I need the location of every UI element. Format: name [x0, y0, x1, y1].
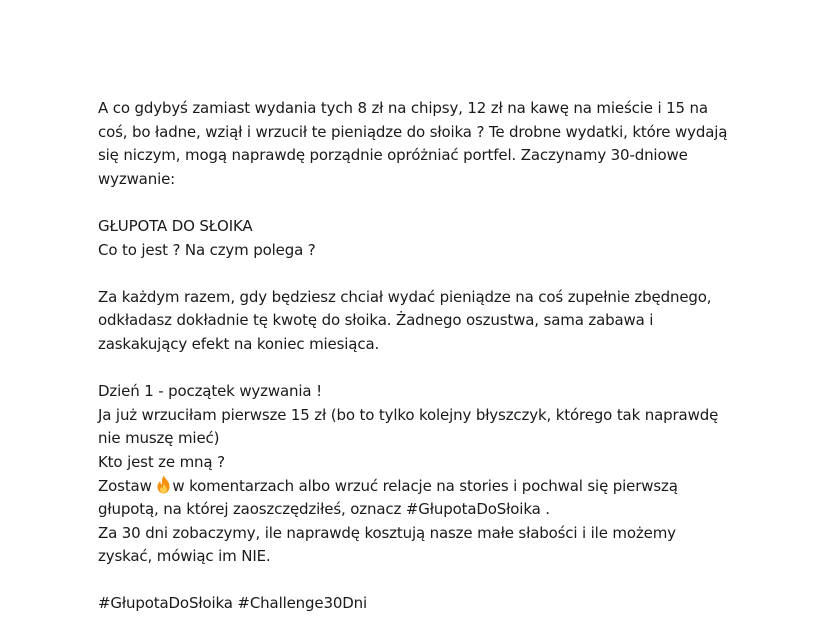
document-body: [98, 97, 734, 616]
question-line: Co to jest ? Na czym polega ?: [98, 240, 316, 259]
day-heading: Dzień 1 - początek wyzwania !: [98, 382, 322, 401]
paragraph-spacer: [98, 569, 734, 593]
paragraph-spacer: [98, 262, 734, 286]
outlook-paragraph: Za 30 dni zobaczymy, ile naprawdę kosztują nasze małe słabości i ile możemy zyskać, mówiąc im NIE.: [98, 523, 676, 566]
explanation-paragraph: Za każdym razem, gdy będziesz chciał wydać pieniądze na coś zupełnie zbędnego, odkładasz dokładnie tę kwotę do słoika. Żadnego oszustwa, sama zabawa i zaskakujący efekt na koniec miesiąca.: [98, 287, 712, 353]
challenge-title: GŁUPOTA DO SŁOIKA: [98, 216, 253, 235]
who-joins-line: Kto jest ze mną ?: [98, 452, 225, 471]
paragraph-spacer: [98, 357, 734, 381]
call-prefix: Zostaw: [98, 476, 157, 495]
paragraph-spacer: [98, 191, 734, 215]
hashtags-line: #GłupotaDoSłoika #Challenge30Dni: [98, 594, 368, 613]
call-rest: w komentarzach albo wrzuć relacje na stories i pochwal się pierwszą głupotą, na której zaoszczędziłeś, oznacz #GłupotaDoSłoika .: [98, 476, 678, 519]
fire-icon: [156, 475, 171, 494]
call-to-action-paragraph: [98, 475, 734, 522]
intro-paragraph: A co gdybyś zamiast wydania tych 8 zł na chipsy, 12 zł na kawę na mieście i 15 na coś, bo ładne, wziął i wrzucił te pieniądze do słoika ? Te drobne wydatki, które wydają się niczym, mogą naprawdę porządnie opróżniać portfel. Zaczynamy 30-dniowe wyzwanie:: [98, 99, 728, 188]
first-deposit-paragraph: Ja już wrzuciłam pierwsze 15 zł (bo to tylko kolejny błyszczyk, którego tak naprawdę nie muszę mieć): [98, 405, 719, 448]
